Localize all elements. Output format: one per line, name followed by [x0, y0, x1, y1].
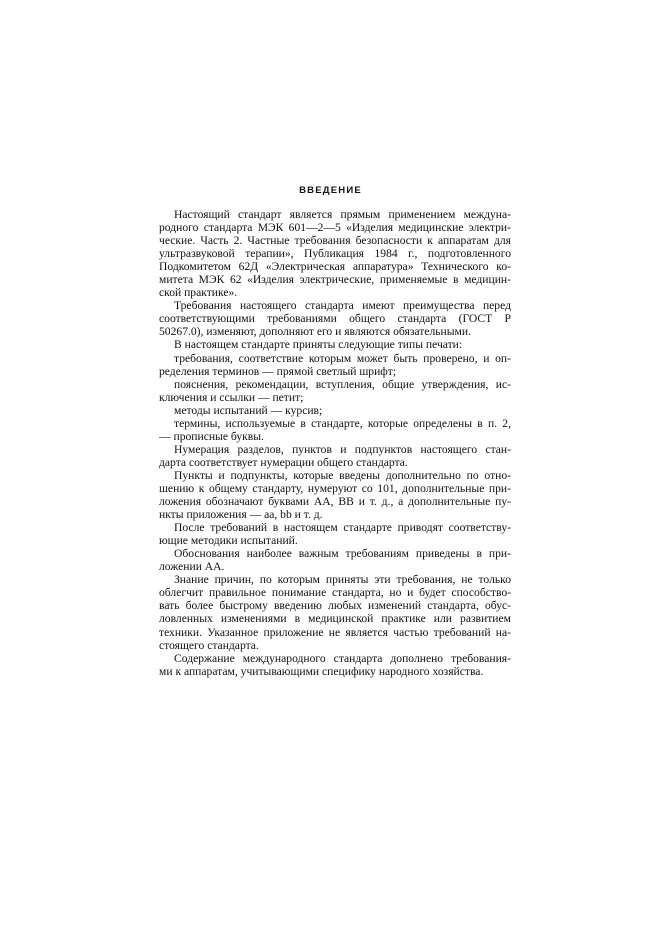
- text-line: ющие методики испытаний.: [159, 534, 298, 548]
- text-line: Требования настоящего стандарта имеют преимущества перед: [174, 299, 511, 313]
- text-line: техники. Указанное приложение не является частью требований на-: [159, 625, 511, 639]
- text-line: Подкомитетом 62Д «Электрическая аппаратура» Технического ко-: [159, 260, 511, 274]
- text-line: дарта соответствует нумерации общего стандарта.: [159, 455, 408, 469]
- text-line: Обоснования наиболее важным требованиям приведены в при-: [174, 547, 511, 561]
- text-line: методы испытаний — курсив;: [174, 403, 323, 417]
- introduction-body: [144, 208, 511, 678]
- paragraph-13: [144, 652, 511, 678]
- paragraph-8: [144, 443, 511, 469]
- paragraph-12: [144, 573, 511, 651]
- text-line: митета МЭК 62 «Изделия электрические, применяемые в медицин-: [159, 273, 511, 287]
- text-line: родного стандарта МЭК 601—2—5 «Изделия медицинские электри-: [159, 221, 511, 235]
- paragraph-10: [144, 521, 511, 547]
- text-line: ской практике».: [159, 286, 238, 300]
- text-line: стоящего стандарта.: [159, 638, 259, 652]
- text-line: соответствующими требованиями общего стандарта (ГОСТ Р: [159, 312, 511, 326]
- paragraph-9: [144, 469, 511, 521]
- text-line: ультразвуковой терапии», Публикация 1984 г., подготовленного: [159, 247, 511, 261]
- text-line: — прописные буквы.: [159, 429, 264, 443]
- paragraph-4: [144, 352, 511, 378]
- text-line: Нумерация разделов, пунктов и подпунктов настоящего стан-: [174, 442, 511, 456]
- text-line: нкты приложения — аа, bb и т. д.: [159, 508, 323, 522]
- text-line: пояснения, рекомендации, вступления, общие утверждения, ис-: [174, 377, 511, 391]
- paragraph-1: [144, 208, 511, 299]
- text-line: ложении АА.: [159, 560, 225, 574]
- paragraph-2: [144, 299, 511, 338]
- text-line: ческие. Часть 2. Частные требования безопасности к аппаратам для: [159, 234, 511, 248]
- text-line: вать более быстрому введению любых изменений стандарта, обус-: [159, 599, 511, 613]
- text-line: ключения и ссылки — петит;: [159, 390, 304, 404]
- paragraph-7: [144, 417, 511, 443]
- text-line: термины, используемые в стандарте, которые определены в п. 2,: [174, 416, 511, 430]
- text-line: Знание причин, по которым приняты эти требования, не только: [174, 573, 511, 587]
- text-line: 50267.0), изменяют, дополняют его и являются обязательными.: [159, 325, 471, 339]
- text-line: ми к аппаратам, учитывающими специфику народного хозяйства.: [159, 664, 484, 678]
- paragraph-5: [144, 378, 511, 404]
- paragraph-3: [144, 338, 511, 351]
- paragraph-6: [144, 404, 511, 417]
- text-line: требования, соответствие которым может быть проверено, и оп-: [174, 351, 511, 365]
- text-line: Пункты и подпункты, которые введены дополнительно по отно-: [174, 468, 511, 482]
- text-line: Содержание международного стандарта дополнено требования-: [174, 651, 511, 665]
- text-line: Настоящий стандарт является прямым применением междуна-: [174, 208, 511, 221]
- paragraph-11: [144, 547, 511, 573]
- text-line: облегчит правильное понимание стандарта, но и будет способство-: [159, 586, 511, 600]
- text-line: ловленных изменениями в медицинской практике или развитием: [159, 612, 511, 626]
- section-title: ВВЕДЕНИЕ: [299, 185, 362, 196]
- text-line: шению к общему стандарту, нумеруют со 101, дополнительные при-: [159, 481, 511, 495]
- text-line: ложения обозначают буквами АА, ВВ и т. д., а дополнительные пу-: [159, 495, 511, 509]
- text-line: В настоящем стандарте приняты следующие типы печати:: [174, 338, 463, 352]
- text-line: После требований в настоящем стандарте приводят соответству-: [174, 521, 511, 535]
- text-line: ределения терминов — прямой светлый шрифт;: [159, 364, 397, 378]
